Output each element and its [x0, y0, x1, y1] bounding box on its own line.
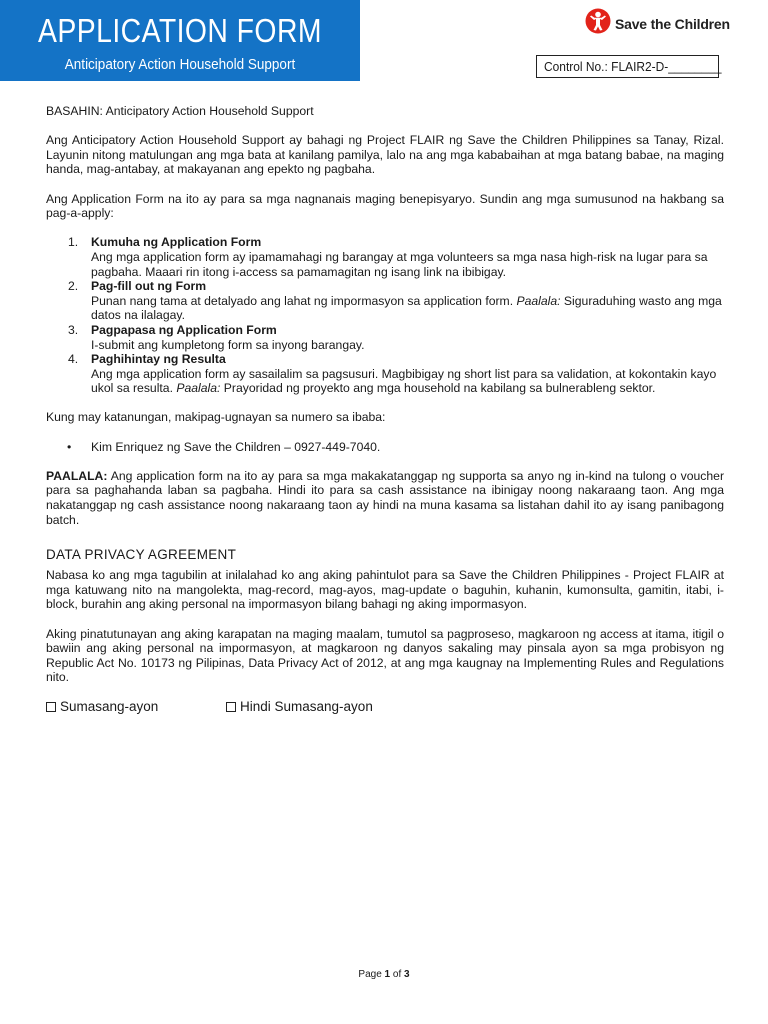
step-title: Pag-fill out ng Form — [91, 279, 207, 294]
form-subtitle: Anticipatory Action Household Support — [64, 56, 296, 73]
agree-checkbox[interactable] — [46, 702, 56, 712]
logo-text: Save the Children — [615, 15, 730, 32]
privacy-paragraph-2: Aking pinatutunayan ang aking karapatan na maging maalam, tumutol sa pagproseso, magkaroon ng access at itama, itigil o bawiin ang aking personal na impormasyon, at magkaroon ng danyos sakaling may pinsala ayon sa mga probisyon ng Republic Act No. 10173 ng Pilipinas, Data Privacy Act of 2012, at ang mga kaugnay na Implementing Rules and Regulations nito. — [46, 626, 724, 685]
page-word: Page — [358, 969, 382, 980]
instructions-paragraph: Ang Application Form na ito ay para sa mga nagnanais maging benepisyaryo. Sundin ang mga sumusunod na hakbang sa pag-a-apply: — [46, 191, 724, 221]
step-item — [46, 235, 724, 279]
step-body: Ang mga application form ay ipamamahagi ng barangay at mga volunteers sa mga nasa high-risk na lugar para sa pagbaha. Maaari rin itong i-access sa pamamagitan ng isang link na ibibigay. — [91, 249, 708, 279]
basahin-heading: BASAHIN: Anticipatory Action Household Support — [46, 104, 314, 118]
disagree-label: Hindi Sumasang-ayon — [240, 698, 373, 714]
step-number: 1. — [68, 235, 79, 250]
step-body: Punan nang tama at detalyado ang lahat ng impormasyon sa application form. — [91, 293, 514, 308]
total-pages: 3 — [404, 969, 410, 980]
step-note-label: Paalala: — [176, 381, 221, 396]
agree-label: Sumasang-ayon — [60, 698, 159, 714]
step-item — [46, 279, 724, 323]
step-title: Pagpapasa ng Application Form — [91, 322, 277, 337]
privacy-paragraph-1: Nabasa ko ang mga tagubilin at inilalahad ko ang aking pahintulot para sa Save the Children Philippines - Project FLAIR at mga katuwang nito na mangolekta, mag-record, mag-ayos, mag-update o baguhin, kuhanin, kumonsulta, gamitin, itabi, i-block, burahin ang aking personal na impormasyon bilang bahagi ng aking impormasyon. — [46, 568, 724, 612]
save-the-children-logo — [585, 8, 730, 39]
notice-paragraph — [46, 469, 724, 527]
form-content — [46, 104, 724, 715]
form-title: APPLICATION FORM — [38, 12, 322, 49]
step-title: Paghihintay ng Resulta — [91, 352, 226, 367]
step-body: Ang mga application form ay sasailalim sa pagsusuri. Magbibigay ng short list para sa validation, at kokontakin kayo ukol sa resulta. — [91, 366, 717, 396]
agree-option[interactable] — [46, 699, 226, 715]
control-number-box — [536, 55, 722, 78]
contact-intro: Kung may katanungan, makipag-ugnayan sa numero sa ibaba: — [46, 410, 386, 425]
notice-label: PAALALA: — [46, 468, 108, 483]
step-number: 3. — [68, 322, 79, 337]
header-band — [0, 0, 360, 81]
notice-text: Ang application form na ito ay para sa mga makakatanggap ng supporta sa anyo ng in-kind na tulong o voucher para sa paghahanda laban sa pagbaha. Hindi ito para sa cash assistance na ibinigay noong nakaraang taon. Ang mga nakatanggap ng cash assistance noong nakaraang taon ay hindi na muna kasama sa listahan dahil ito ay isang panibagong batch. — [46, 468, 724, 527]
current-page: 1 — [384, 969, 391, 980]
save-the-children-figure-icon — [585, 8, 611, 39]
contact-text: Kim Enriquez ng Save the Children – 0927-449-7040. — [91, 439, 381, 454]
step-note-label: Paalala: — [516, 293, 561, 308]
disagree-checkbox[interactable] — [226, 702, 236, 712]
contact-item — [46, 440, 724, 455]
step-number: 4. — [68, 352, 79, 367]
contact-list — [46, 440, 724, 455]
step-number: 2. — [68, 279, 79, 294]
of-word: of — [392, 969, 402, 980]
consent-options — [46, 699, 724, 715]
bullet-icon: • — [67, 439, 72, 454]
privacy-heading: DATA PRIVACY AGREEMENT — [46, 547, 237, 563]
intro-paragraph: Ang Anticipatory Action Household Support ay bahagi ng Project FLAIR ng Save the Children Philippines sa Tanay, Rizal. Layunin nitong matulungan ang mga bata at kanilang pamilya, lalo na ang mga kababaihan at mga batang babae, na maging handa, mag-antabay, at makayanan ang epekto ng pagbaha. — [46, 133, 724, 177]
page-footer — [0, 969, 768, 980]
step-item — [46, 323, 724, 352]
step-title: Kumuha ng Application Form — [91, 235, 262, 250]
step-note: Siguraduhing wasto ang mga datos na ilalagay. — [91, 293, 722, 323]
disagree-option[interactable] — [226, 699, 373, 715]
step-item — [46, 352, 724, 396]
step-note: Prayoridad ng proyekto ang mga household na kabilang sa bulnerableng sektor. — [223, 381, 656, 396]
steps-list — [46, 235, 724, 396]
step-body: I-submit ang kumpletong form sa inyong barangay. — [91, 337, 365, 352]
control-number: Control No.: FLAIR2-D-________ — [544, 59, 722, 74]
